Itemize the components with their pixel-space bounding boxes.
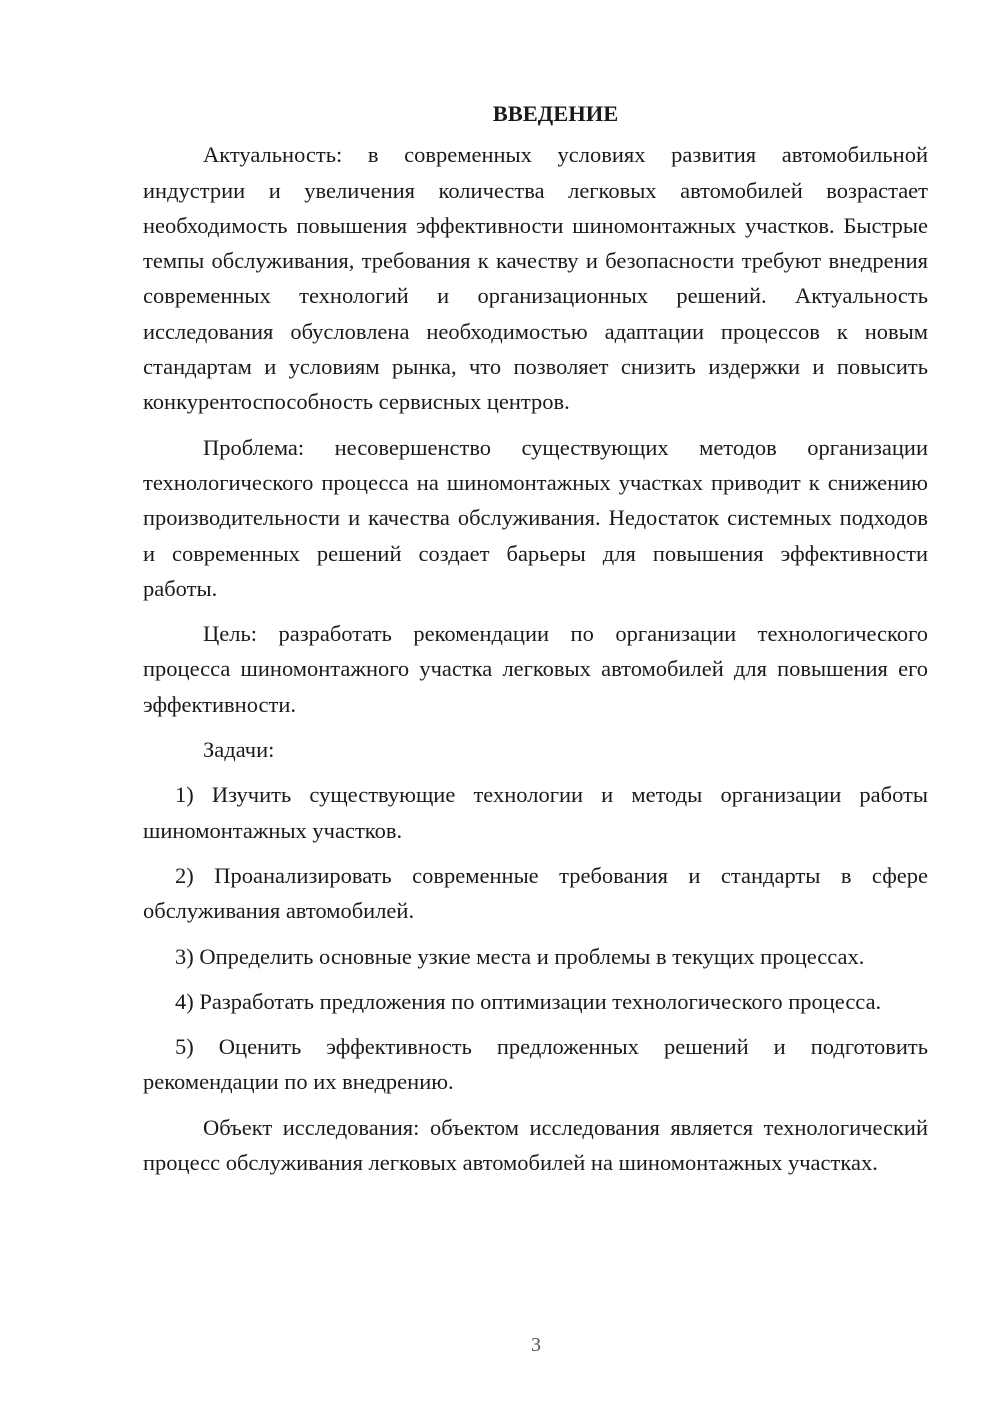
paragraph-object: Объект исследования: объектом исследования является технологический процесс обслуживания легковых автомобилей на шиномонтажных участках. (143, 1114, 928, 1176)
page-number: 3 (531, 1334, 541, 1356)
paragraph-goal: Цель: разработать рекомендации по организации технологического процесса шиномонтажного участка легковых автомобилей для повышения его эффективности. (143, 621, 928, 717)
tasks-heading: Задачи: (203, 737, 275, 763)
task-item: 1) Изучить существующие технологии и методы организации работы шиномонтажных участков. (143, 782, 928, 843)
task-item: 5) Оценить эффективность предложенных решений и подготовить рекомендации по их внедрению. (143, 1034, 928, 1095)
paragraph-relevance: Актуальность: в современных условиях развития автомобильной индустрии и увеличения количества легковых автомобилей возрастает необходимость повышения эффективности шиномонтажных участков. Быстрые темпы обслуживания, требования к качеству и безопасности требуют внедрения современных технологий и организационных решений. Актуальность исследования обусловлена необходимостью адаптации процессов к новым стандартам и условиям рынка, что позволяет снизить издержки и повысить конкурентоспособность сервисных центров. (143, 142, 928, 415)
task-item: 2) Проанализировать современные требования и стандарты в сфере обслуживания автомобилей. (143, 862, 928, 924)
task-item: 4) Разработать предложения по оптимизации технологического процесса. (175, 988, 882, 1014)
document-body (143, 96, 928, 1190)
task-item: 3) Определить основные узкие места и проблемы в текущих процессах. (175, 943, 865, 969)
section-title: ВВЕДЕНИЕ (492, 101, 619, 126)
paragraph-problem: Проблема: несовершенство существующих методов организации технологического процесса на шиномонтажных участках приводит к снижению производительности и качества обслуживания. Недостаток системных подходов и современных решений создает барьеры для повышения эффективности работы. (143, 434, 928, 601)
